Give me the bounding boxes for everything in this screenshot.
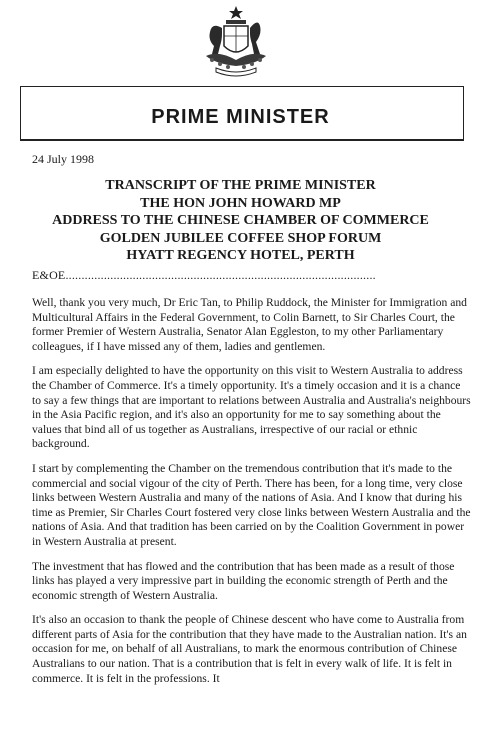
header-rule [20, 139, 464, 141]
paragraph: The investment that has flowed and the contribution that has been made as a result of those links has played a very impressive part in building the economic strength of Perth and the economic strength of Western Australia. [32, 559, 455, 602]
transcript-headings [0, 177, 481, 265]
paragraph: I am especially delighted to have the opportunity on this visit to Western Australia to address the Chamber of Commerce. It's a timely opportunity. It's a timely occasion and it is a chance to say a few things that are important to relations between Australia and Australia's neighbours in the Asia Pacific region, and it's also an opportunity for me to say something about the values that bind all of us together as Australians, irrespective of our racial or ethnic background. [32, 364, 471, 451]
heading-line: TRANSCRIPT OF THE PRIME MINISTER [105, 178, 376, 193]
heading-line: THE HON JOHN HOWARD MP [140, 195, 341, 211]
document-date: 24 July 1998 [32, 152, 95, 166]
transcript-body [32, 296, 472, 696]
heading-line: GOLDEN JUBILEE COFFEE SHOP FORUM [99, 230, 382, 246]
eoe-line: E&OE................................................................................................. [32, 268, 376, 282]
heading-line: ADDRESS TO THE CHINESE CHAMBER OF COMMERCE [52, 213, 429, 228]
page-title: PRIME MINISTER [151, 106, 330, 128]
paragraph: I start by complementing the Chamber on the tremendous contribution that it's made to the commercial and social vigour of the city of Perth. There has been, for a long time, very close links between Western Australia and many of the nations of Asia. And I know that during his time as Premier, Sir Charles Court fostered very close links between Western Australia and the nations of Asia. And that tradition has been carried on by the Coalition Government in power in Western Australia at present. [32, 461, 471, 548]
heading-line: HYATT REGENCY HOTEL, PERTH [126, 248, 355, 263]
paragraph: It's also an occasion to thank the people of Chinese descent who have come to Australia from different parts of Asia for the contribution that they have made to the Australian nation. It's an occasion for me, on behalf of all Australians, to mark the enormous contribution of Chinese Australians to our nation. That is a contribution that is felt in every walk of life. It is felt in commerce. It is felt in the professions. It [32, 613, 467, 685]
paragraph: Well, thank you very much, Dr Eric Tan, to Philip Ruddock, the Minister for Immigration and Multicultural Affairs in the Federal Government, to Colin Barnett, to Sir Charles Court, the former Premier of Western Australia, Senator Alan Eggleston, to my other Parliamentary colleagues, if I have missed any of them, ladies and gentlemen. [32, 296, 467, 353]
coat-of-arms-icon [198, 4, 274, 78]
